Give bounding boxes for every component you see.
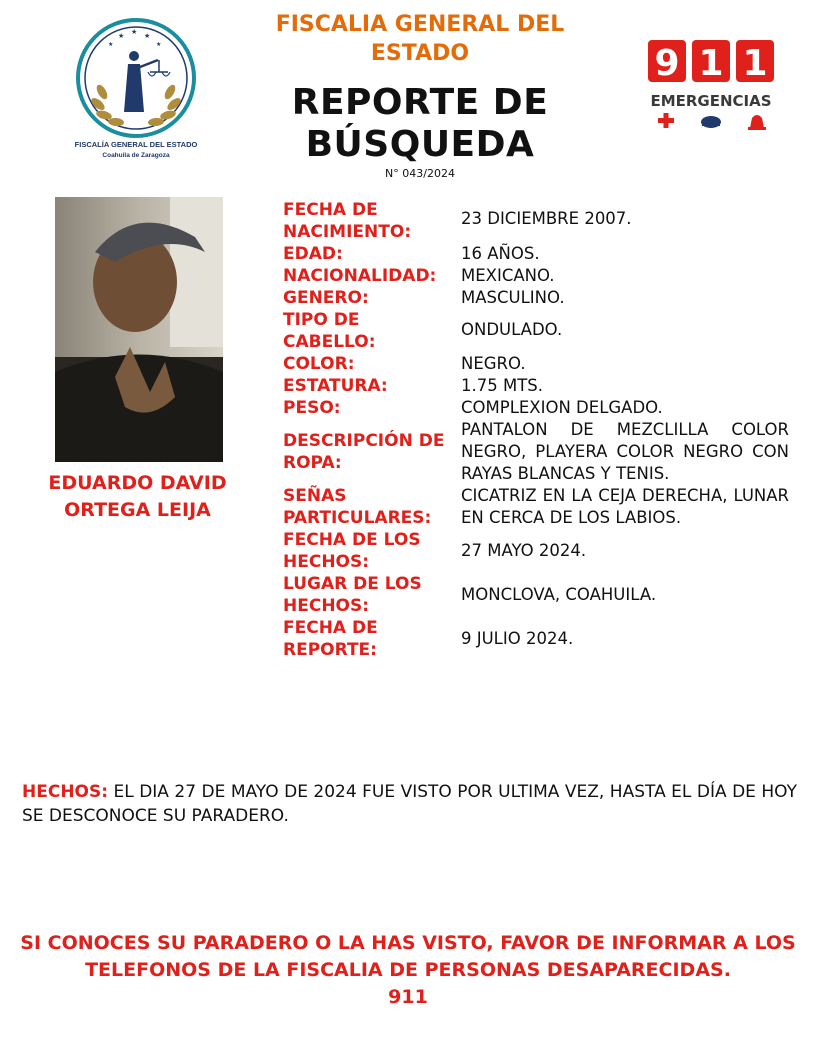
label-gender: GENERO: [283,288,369,308]
value-report-date: 9 JULIO 2024. [461,629,574,648]
label-height: ESTATURA: [283,376,388,396]
footer-notice [20,930,796,1011]
emergencias-911-logo [646,38,776,138]
svg-text:1: 1 [742,43,768,84]
label-color: COLOR: [283,354,355,374]
label-birthdate: FECHA DE NACIMIENTO: [283,200,412,242]
svg-text:FISCALÍA GENERAL DEL ESTADO: FISCALÍA GENERAL DEL ESTADO [74,140,198,149]
person-name [30,470,245,524]
svg-text:Coahuila de Zaragoza: Coahuila de Zaragoza [102,152,170,159]
footer-line-1: SI CONOCES SU PARADERO O LA HAS VISTO, FAVOR DE INFORMAR A LOS TELEFONOS DE LA FISCALIA DE PERSONAS DESAPARECIDAS. [20,932,796,981]
svg-text:EMERGENCIAS: EMERGENCIAS [650,92,772,110]
hechos-text: EL DIA 27 DE MAYO DE 2024 FUE VISTO POR ULTIMA VEZ, HASTA EL DÍA DE HOY SE DESCONOCE SU PARADERO. [22,782,797,826]
label-age: EDAD: [283,244,343,264]
label-event-place: LUGAR DE LOS HECHOS: [283,574,422,616]
value-color: NEGRO. [461,354,526,373]
label-event-date: FECHA DE LOS HECHOS: [283,530,421,572]
label-weight: PESO: [283,398,341,418]
name-line-1: EDUARDO DAVID [48,472,227,494]
title-line-2: BÚSQUEDA [305,124,535,165]
fge-logo [68,12,204,162]
missing-person-photo [55,197,223,462]
label-nationality: NACIONALIDAD: [283,266,437,286]
hechos-label: HECHOS: [22,782,109,802]
value-age: 16 AÑOS. [461,244,540,263]
value-weight: COMPLEXION DELGADO. [461,398,663,417]
hechos-paragraph [22,780,797,828]
footer-phone: 911 [388,986,428,1008]
svg-text:★: ★ [108,41,114,48]
svg-text:1: 1 [698,43,724,84]
label-hair-type: TIPO DE CABELLO: [283,310,376,352]
svg-text:★: ★ [131,28,138,36]
title-line-1: REPORTE DE [291,82,549,123]
page-title [270,82,570,166]
value-clothing: PANTALON DE MEZCLILLA COLOR NEGRO, PLAYERA COLOR NEGRO CON RAYAS BLANCAS Y TENIS. [461,420,789,483]
label-distinguishing-marks: SEÑAS PARTICULARES: [283,486,432,528]
svg-text:9: 9 [654,43,680,84]
value-event-date: 27 MAYO 2024. [461,541,587,560]
fire-helmet-icon [748,115,766,130]
svg-text:★: ★ [118,32,125,40]
value-birthdate: 23 DICIEMBRE 2007. [461,209,632,228]
red-cross-icon [658,113,674,128]
value-hair-type: ONDULADO. [461,320,563,339]
value-gender: MASCULINO. [461,288,565,307]
name-line-2: ORTEGA LEIJA [64,499,211,521]
report-number: N° 043/2024 [385,167,455,180]
svg-text:★: ★ [144,32,151,40]
label-clothing: DESCRIPCIÓN DE ROPA: [283,431,445,473]
value-event-place: MONCLOVA, COAHUILA. [461,585,657,604]
value-distinguishing-marks: CICATRIZ EN LA CEJA DERECHA, LUNAR EN CERCA DE LOS LABIOS. [461,486,789,527]
police-cap-icon [701,116,721,128]
value-nationality: MEXICANO. [461,266,555,285]
label-report-date: FECHA DE REPORTE: [283,618,378,660]
value-height: 1.75 MTS. [461,376,544,395]
agency-name: FISCALIA GENERAL DEL ESTADO [275,12,565,66]
svg-text:★: ★ [156,41,162,48]
